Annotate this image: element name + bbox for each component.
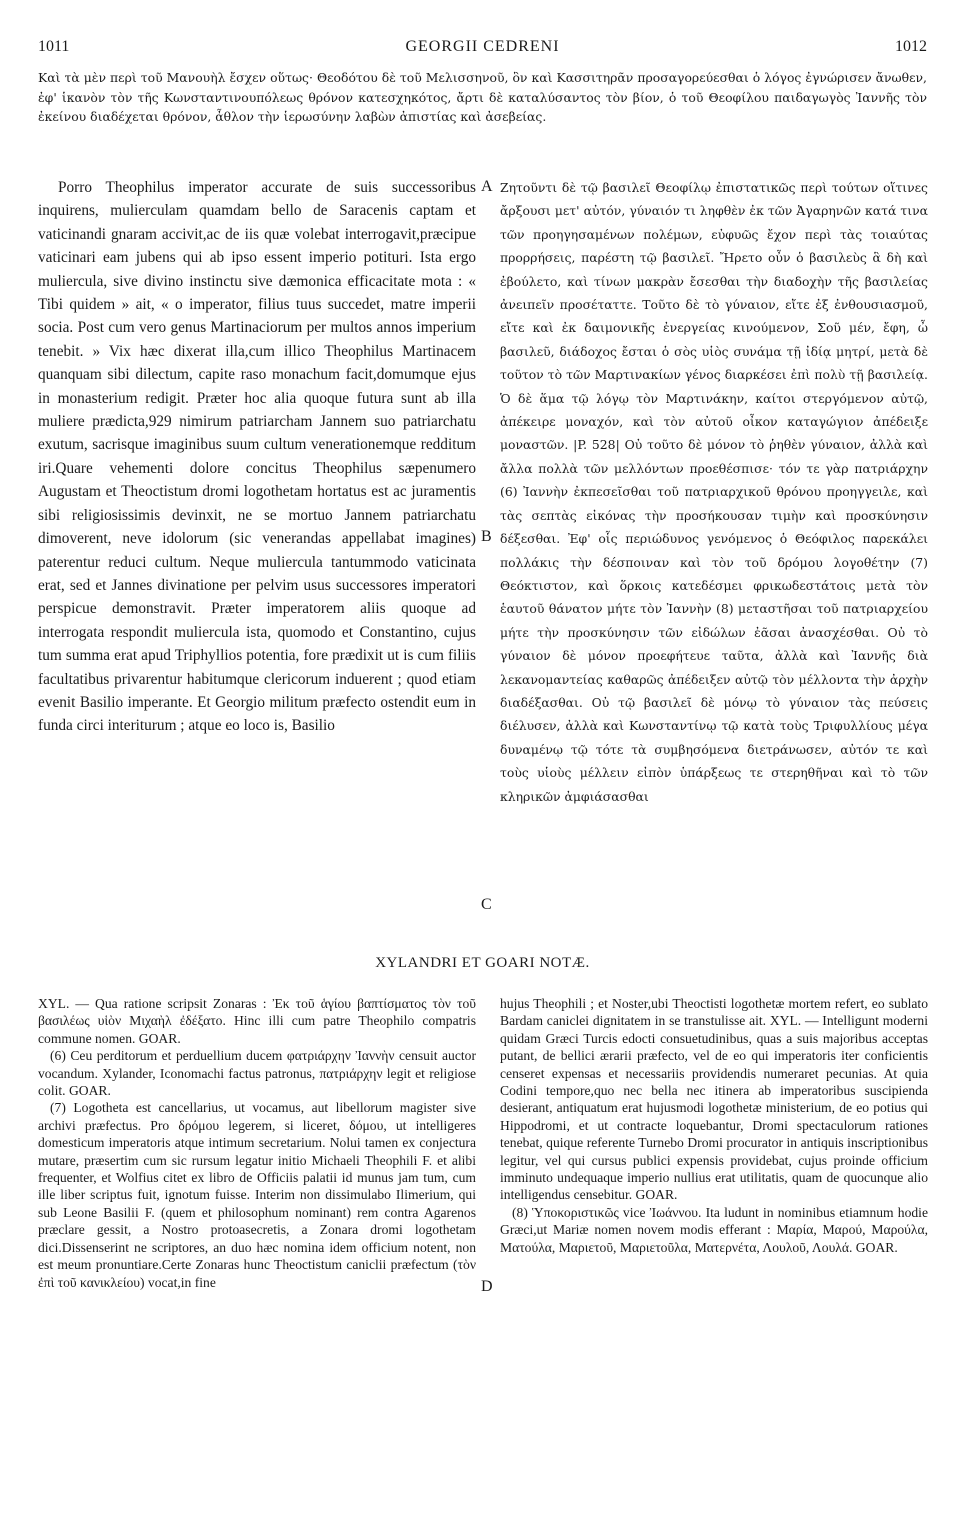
margin-marker-b: B	[481, 528, 492, 545]
greek-paragraph: Ζητοῦντι δὲ τῷ βασιλεῖ Θεοφίλῳ ἐπιστατικῶς περὶ τούτων οἵτινες ἄρξουσι μετ' αὐτόν, γύναιόν τι ληφθὲν ἐκ τῶν Ἀγαρηνῶν κατά τινα τῶν προηγησαμένων πολέμων, εὐφυῶς ἔχον περὶ τὰς τοιαύτας προρρήσεις, παρέστη τῷ βασιλεῖ. Ἤρετο οὖν ὁ βασιλεὺς ἃ δὴ καὶ ἐβούλετο, καὶ τίνων μακρὰν ἔσεσθαι τὴν διαδοχὴν τῆς βασιλείας ἀνειπεῖν προσέταττε. Τοῦτο δὲ τὸ γύναιον, εἴτε ἐξ ἐνθουσιασμοῦ, εἴτε καὶ ἐκ δαιμονικῆς ἐνεργείας κινούμενον, Σοῦ μέν, ἔφη, ὦ βασιλεῦ, διάδοχος ἔσται ὁ σὸς υἱὸς συνάμα τῇ ἰδίᾳ μητρί, μετὰ δὲ τοῦτον τὸ τῶν Μαρτινακίων γένος διαρκέσει ἐπὶ πολὺ τῇ βασιλείᾳ. Ὁ δὲ ἅμα τῷ λόγῳ τὸν Μαρτινάκην, καίτοι στεργόμενον αὐτῷ, ἀπέκειρε μοναχόν, καὶ τὸν αὐτοῦ οἶκον καταγώγιον ἀπέδειξε μοναστῶν. |P. 528| Οὐ τοῦτο δὲ μόνον τὸ ῥηθὲν γύναιον, ἀλλὰ καὶ ἄλλα πολλὰ τῶν μελλόντων προεθέσπισε· τόν τε γὰρ πατριάρχην (6) Ἰαννὴν ἐκπεσεῖσθαι τοῦ πατριαρχικοῦ θρόνου προηγγειλε, καὶ τὰς σεπτὰς εἰκόνας τὴν προσήκουσαν τιμὴν καὶ προσκύνησιν δέξεσθαι. Ἐφ' οἷς περιώδυνος γενόμενος ὁ Θεόφιλος παρεκάλει πολλάκις τὴν δέσποιναν καὶ τὸν τοῦ δρόμου λογοθέτην (7) Θεόκτιστον, καὶ ὅρκοις κατεδέσμει φρικωδεστάτοις μετὰ τὸν ἑαυτοῦ θάνατον μήτε τὸν Ἰαννὴν (8) μεταστῆσαι τοῦ πατριαρχείου μήτε τὴν προσκύνησιν τῶν εἰδώλων ἐᾶσαι ἀνασχέσθαι. Οὐ τὸ γύναιον δὲ μόνον προεφήτευε ταῦτα, ἀλλὰ καὶ Ἰαννῆς διὰ λεκανομαντείας καθαρῶς ἀπέδειξεν αὐτῷ τὸν μέλλοντα τὴν ἀρχὴν διαδέξασθαι. Οὐ τῷ βασιλεῖ δὲ μόνῳ τὸ γύναιον τὰς πεύσεις διέλυσεν, ἀλλὰ καὶ Κωνσταντίνῳ τῷ κατὰ τοὺς Τριφυλλίους μέγα δυναμένῳ τῷ τότε τὰ συμβησόμενα διετράνωσεν, αὐτόν τε καὶ τοὺς υἱοὺς μέλλειν εἰπὸν ὑπάρξεως τε στερηθῆναι καὶ τὸ τῶν κληρικῶν ἀμφιάσασθαι	[500, 180, 928, 804]
note-paragraph: XYL. — Qua ratione scripsit Zonaras : Ἐκ τοῦ ἁγίου βαπτίσματος τὸν τοῦ βασιλέως υἱὸν Μιχαὴλ ἐδέξατο. Hinc illi cum patre Theophilo compatris commune nomen. GOAR.	[38, 996, 476, 1046]
greek-text-column	[500, 176, 928, 808]
page-number-left: 1011	[38, 38, 70, 55]
margin-marker-d: D	[481, 1278, 493, 1295]
note-paragraph: hujus Theophili ; et Noster,ubi Theoctisti logothetæ mortem refert, eo sublato Bardam caniclei dignitatem in se transtulisse ait. XYL. — Intelligunt moderni quidam Græci Turcis edocti consuetudinibus, quas a suis majoribus acceptas putant, de bellici ærarii præfecto, vel de eo qui imperatoris iter conficientis censeret expensas et necessariis providendis numeraret pecunias. At quia Codini tempore,quo nec bella nec itinera ab imperatoribus suscipienda desierant, antiquatum erat hujusmodi logothetæ ministerium, de eo potius qui Hippodromi, et ut contracte loquebantur, Dromi spectaculorum rationes tenebat, quique referente Turnebo Dromi procurator in antiquis inscriptionibus legitur, vel qui cursus publici expensis providebat, cujus proinde officium imminuto undequaque imperio nullius erat utilitatis, quam de quocunque alio intelligendus censebitur. GOAR.	[500, 996, 928, 1203]
running-title: GEORGII CEDRENI	[405, 38, 560, 55]
note-paragraph: (6) Ceu perditorum et perduellium ducem φατριάρχην Ἰαννὴν censuit auctor vocandum. Xylander, Iconomachi factus patronus, πατριάρχην legit et religiose colit. GOAR.	[38, 1048, 476, 1099]
notes-heading: XYLANDRI ET GOARI NOTÆ.	[375, 955, 590, 971]
page-number-right: 1012	[895, 38, 927, 55]
latin-paragraph: Porro Theophilus imperator accurate de suis successoribus inquirens, mulierculam quamdam bello de Saracenis captam et vaticinandi gnaram accivit,ac de iis quæ volebat interrogavit,præcipue vaticinari eam jubens qui ab ipso essent imperio potituri. Ista ergo muliercula, sive divino instinctu sive dæmonica efficacitate mota : « Tibi quidem » ait, « o imperator, filius tuus succedet, matre imperii socia. Post cum vero genus Martinaciorum per multos annos imperium tenebit. » Vix hæc dixerat illa,cum illico Theophilus Martinacem quanquam sibi dilectum, capite raso monachum facit,domumque ejus in monasterium redigit. Præter hoc alia quoque futura sunt ab illa muliere prædicta,929 nimirum patriarcham Jannem suo patriarchatu exutum, sacrisque imaginibus suum cultum venerationemque redditum iri.Quare vehementi dolore concitus Theophilus sæpenumero Augustam et Theoctistum dromi logothetam hortatus est ac juramentis sibi religiosissimis devinxit, ne se mortuo Jannem patriarchatu dimoverent, neve idolorum (sic venerandas appellabat imagines) paterentur reduci cultum. Neque muliercula tantummodo vaticinata erat, sed et Jannes divinatione per pelvim usus successores imperatori perspicue demonstravit. Præter imperatorem aliis quoque ad interrogata respondit muliercula ista, quomodo et Constantino, cujus tum summa erat apud Triphyllios potentia, fore prædixit ut is cum filiis facultatibus privarentur habitumque clericorum induerent ; quod etiam evenit Basilio imperante. Et Georgio militum præfecto ostendit eum in funda circi interiturum ; atque eo loco is, Basilio	[38, 179, 476, 735]
margin-marker-c: C	[481, 896, 492, 913]
note-paragraph: (7) Logotheta est cancellarius, ut vocamus, aut libellorum magister sive archivi præfectus. Pro δρόμου legerem, si liceret, δόμου, ut intelligeres domesticum imperatoris atque intimum secretarium. Nolui tamen ex conjectura mutare, præsertim cum sic rursum legatur initio Michaeli Theophili F. et alibi frequenter, et Wolfius citet ex libro de Officiis palatii id munus jam tum, cum ille liber scriptus fuit, ignotum fuisse. Interim non dissimulabo Ilimerium, qui sub Leone Basilii F. (quem et philosophum nominant) rem contra Agarenos præclare gessit, a Nostro protoasecretis, a Zonara dromi logothetam dici.Dissenserint ne scriptores, an duo hæc nomina idem officium notent, non est meum pronuntiare.Certe Zonaras hunc Theoctistum caniclii præfectum (τὸν ἐπὶ τοῦ κανικλείου) vocat,in fine	[38, 1100, 476, 1290]
greek-intro-paragraph: Καὶ τὰ μὲν περὶ τοῦ Μανουὴλ ἔσχεν οὕτως· Θεοδότου δὲ τοῦ Μελισσηνοῦ, ὃν καὶ Κασσιτηρᾶν προσαγορεύεσθαι ὁ λόγος ἐγνώρισεν ἄνωθεν, ἐφ' ἱκανὸν τὸν τῆς Κωνσταντινουπόλεως θρόνον κατεσχηκότος, ἄρτι δὲ καταλύσαντος τὸν βίον, ὁ τοῦ Θεοφίλου παιδαγωγὸς Ἰαννῆς τὸν ἐκείνου διαδέχεται θρόνον, ἆθλον τὴν ἱερωσύνην λαβὼν ἀπιστίας καὶ ἀσεβείας.	[38, 70, 927, 124]
page-header	[38, 38, 927, 62]
note-paragraph: (8) Ὑποκοριστικῶς vice Ἰωάννου. Ita ludunt in nominibus etiamnum hodie Græci,ut Mariæ nomen novem modis efferant : Μαρία, Μαρού, Μαρούλα, Ματούλα, Μαριετοῦ, Μαριετοῦλα, Ματερνέτα, Λουλοῦ, Λουλά. GOAR.	[500, 1204, 928, 1255]
latin-text-column	[38, 176, 476, 738]
notes-left-column	[38, 995, 476, 1291]
margin-marker-a: A	[481, 178, 493, 195]
notes-right-column	[500, 995, 928, 1256]
